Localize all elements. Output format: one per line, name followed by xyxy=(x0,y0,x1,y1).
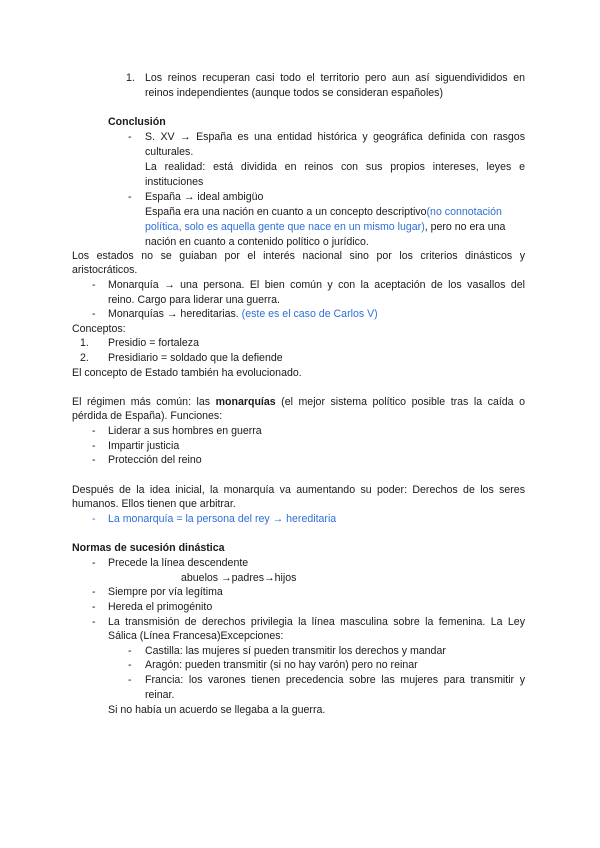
annotation-text: (este es el caso de Carlos V) xyxy=(241,308,378,320)
paragraph: aristocráticos. xyxy=(72,264,138,276)
section-heading: Normas de sucesión dinástica xyxy=(72,542,225,554)
paragraph: El régimen más común: las monarquías (el mejor sistema político posible tras la caída o xyxy=(72,396,525,408)
paragraph: Después de la idea inicial, la monarquía va aumentando su poder: Derechos de los seres xyxy=(72,484,525,496)
bullet-text: política, solo es aquella gente que nace en un mismo lugar), pero no era una xyxy=(145,221,506,233)
bullet-text: reino. Cargo para liderar una guerra. xyxy=(108,294,280,306)
bullet-text: Precede la línea descendente xyxy=(108,557,249,569)
bullet-dash: - xyxy=(128,191,132,203)
annotation-text: (no connotación xyxy=(426,206,502,218)
bullet-text: Hereda el primogénito xyxy=(108,601,213,613)
bullet-text: Impartir justicia xyxy=(108,440,180,452)
bullet-dash: - xyxy=(128,674,132,686)
bullet-text: reinar. xyxy=(145,689,175,701)
paragraph: Conceptos: xyxy=(72,323,126,335)
bullet-text: Liderar a sus hombres en guerra xyxy=(108,425,262,437)
bullet-dash: - xyxy=(92,601,96,613)
list-number: 2. xyxy=(80,352,89,364)
list-item-text: Presidio = fortaleza xyxy=(108,337,199,349)
bullet-text: instituciones xyxy=(145,176,204,188)
paragraph: Si no había un acuerdo se llegaba a la guerra. xyxy=(108,704,326,716)
bullet-text: Protección del reino xyxy=(108,454,202,466)
bullet-text: Monarquías → hereditarias. (este es el caso de Carlos V) xyxy=(108,308,378,320)
bullet-dash: - xyxy=(92,513,96,525)
bullet-dash: - xyxy=(128,659,132,671)
list-item-text: Presidiario = soldado que la defiende xyxy=(108,352,283,364)
list-number: 1. xyxy=(126,72,135,84)
bullet-dash: - xyxy=(128,131,132,143)
bullet-dash: - xyxy=(92,586,96,598)
annotation-text: La monarquía = la persona del rey → hereditaria xyxy=(108,513,337,525)
bullet-text: Monarquía → una persona. El bien común y con la aceptación de los vasallos del xyxy=(108,279,525,291)
bullet-text: S. XV → España es una entidad histórica y geográfica definida con rasgos xyxy=(145,131,525,143)
paragraph: Los estados no se guiaban por el interés nacional sino por los criterios dinásticos y xyxy=(72,250,525,262)
annotation-text: política, solo es aquella gente que nace en un mismo lugar) xyxy=(145,221,425,233)
bullet-subtext: abuelos →padres→hijos xyxy=(181,572,297,584)
bullet-text: Castilla: las mujeres sí pueden transmitir los derechos y mandar xyxy=(145,645,446,657)
bullet-text: España era una nación en cuanto a un concepto descriptivo(no connotación xyxy=(145,206,502,218)
list-item-text: Los reinos recuperan casi todo el territorio pero aun así siguendivididos en xyxy=(145,72,525,84)
paragraph: humanos. Ellos tienen que arbitrar. xyxy=(72,498,236,510)
paragraph: El concepto de Estado también ha evolucionado. xyxy=(72,367,302,379)
bullet-dash: - xyxy=(92,557,96,569)
paragraph: pérdida de España). Funciones: xyxy=(72,410,223,422)
bullet-dash: - xyxy=(92,440,96,452)
bullet-dash: - xyxy=(128,645,132,657)
list-item-text: reinos independientes (aunque todos se consideran españoles) xyxy=(145,87,444,99)
bullet-dash: - xyxy=(92,279,96,291)
bullet-text: culturales. xyxy=(145,146,194,158)
bullet-text: Sálica (Línea Francesa)Excepciones: xyxy=(108,630,284,642)
bullet-text: Siempre por vía legítima xyxy=(108,586,223,598)
bullet-text: La transmisión de derechos privilegia la línea masculina sobre la femenina. La Ley xyxy=(108,616,525,628)
bullet-dash: - xyxy=(92,425,96,437)
bullet-text: España → ideal ambigüo xyxy=(145,191,264,203)
bullet-text: nación en cuanto a contenido político o jurídico. xyxy=(145,236,369,248)
list-number: 1. xyxy=(80,337,89,349)
section-heading: Conclusión xyxy=(108,116,166,128)
bullet-text: La realidad: está dividida en reinos con sus propios intereses, leyes e xyxy=(145,161,525,173)
bullet-text: Francia: los varones tienen precedencia sobre las mujeres para transmitir y xyxy=(145,674,525,686)
bullet-dash: - xyxy=(92,454,96,466)
bullet-text: Aragón: pueden transmitir (si no hay varón) pero no reinar xyxy=(145,659,418,671)
bullet-dash: - xyxy=(92,308,96,320)
bullet-dash: - xyxy=(92,616,96,628)
